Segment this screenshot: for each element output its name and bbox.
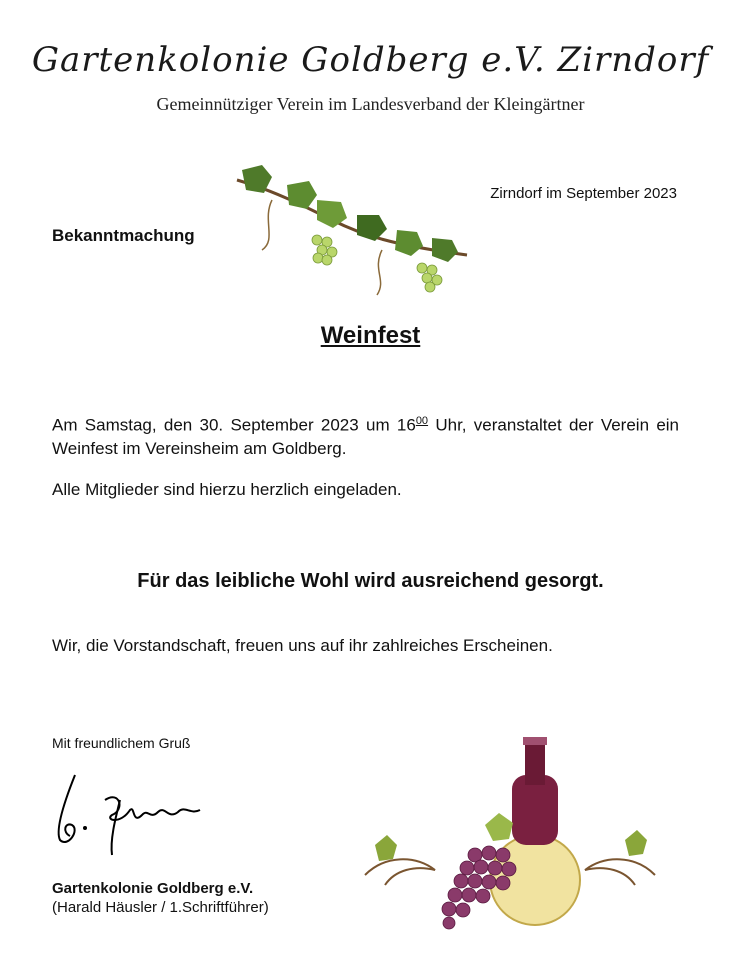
grapevine-icon — [232, 160, 472, 300]
board-closing-text: Wir, die Vorstandschaft, freuen uns auf ihr zahlreiches Erscheinen. — [52, 636, 553, 655]
notice-label: Bekanntmachung — [52, 226, 195, 245]
para1-after: Uhr, veranstaltet der Verein ein Weinfest im Vereinsheim am Goldberg. — [52, 415, 680, 458]
invitation-paragraph — [52, 410, 679, 460]
members-invited-text: Alle Mitglieder sind hierzu herzlich eingeladen. — [52, 480, 402, 499]
place-date: Zirndorf im September 2023 — [490, 185, 677, 202]
event-title: Weinfest — [320, 322, 421, 349]
org-subtitle: Gemeinnütziger Verein im Landesverband der Kleingärtner — [156, 94, 585, 114]
signature-name: (Harald Häusler / 1.Schriftführer) — [52, 899, 269, 916]
wine-bottle-icon — [345, 735, 675, 935]
org-title: Gartenkolonie Goldberg e.V. Zirndorf — [31, 40, 710, 80]
greeting: Mit freundlichem Gruß — [52, 735, 191, 751]
catering-highlight: Für das leibliche Wohl wird ausreichend gesorgt. — [137, 570, 604, 592]
para1-before: Am Samstag, den 30. September 2023 um 16 — [52, 415, 416, 435]
signature-org: Gartenkolonie Goldberg e.V. — [52, 880, 254, 897]
handwritten-signature-icon — [50, 770, 205, 860]
time-minutes: 00 — [415, 415, 429, 427]
